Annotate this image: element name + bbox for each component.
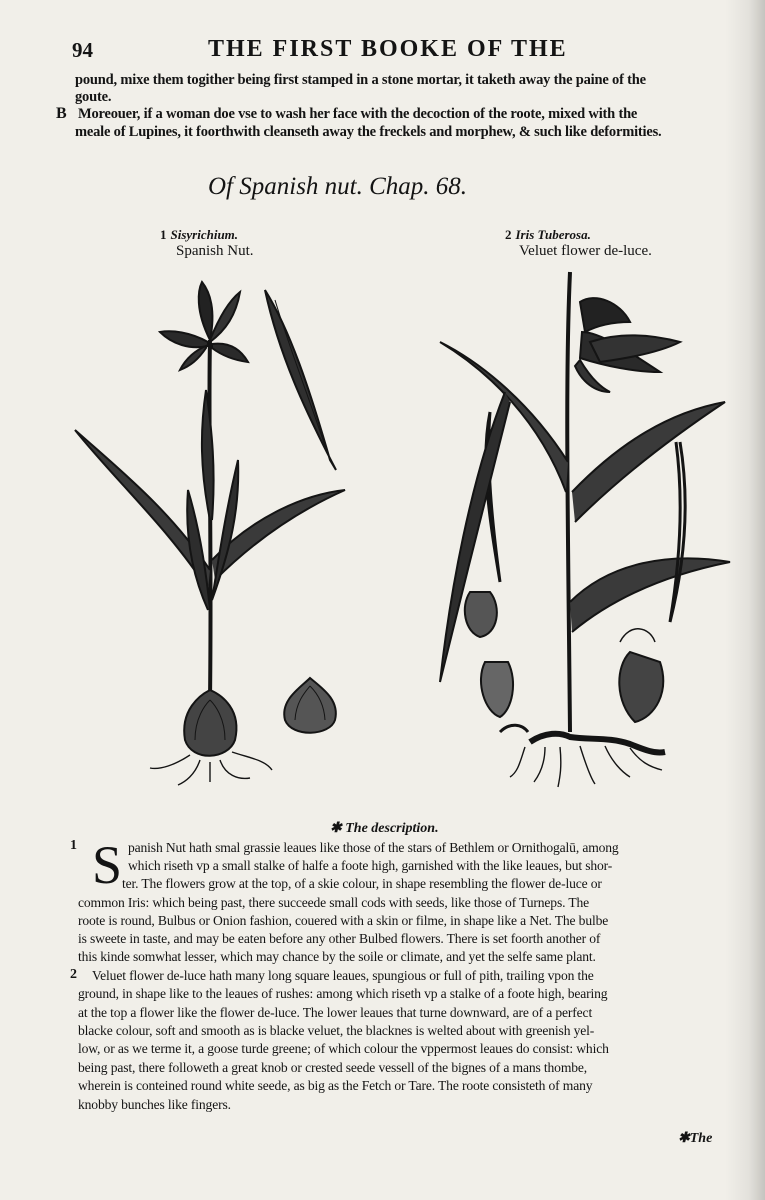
page-number: 94 — [72, 38, 93, 62]
text-line: roote is round, Bulbus or Onion fashion, couered with a skin or filme, in shape like a Net. The bulbe — [78, 913, 609, 928]
text-line: at the top a flower like the flower de-luce. The lower leaues that turne downward, are of a perfect — [78, 1005, 593, 1020]
asterism-icon: ✱ — [678, 1131, 690, 1146]
paragraph-number: 1 — [70, 838, 77, 853]
text-line: meale of Lupines, it foorthwith cleanseth away the freckels and morphew, & such like deformities. — [75, 124, 662, 140]
figure-latin-name: Sisyrichium. — [170, 227, 239, 242]
figure-number: 2 — [505, 227, 512, 242]
figure-latin-name: Iris Tuberosa. — [515, 227, 591, 242]
text-line: low, or as we terme it, a goose turde greene; of which colour the vppermost leaues do consist: which — [78, 1041, 609, 1056]
text-line: pound, mixe them togither being first stamped in a stone mortar, it taketh away the paine of the — [75, 72, 646, 88]
text-line: ground, in shape like to the leaues of rushes: among which riseth vp a stalke of a foote high, bearing — [78, 986, 608, 1001]
catchword: ✱The — [678, 1131, 713, 1146]
chapter-heading: Of Spanish nut. Chap. 68. — [208, 173, 468, 200]
asterism-icon: ✱ — [330, 821, 346, 836]
paragraph-number: 2 — [70, 967, 77, 982]
woodcut-veluet-flower-de-luce — [430, 262, 740, 792]
running-title: THE FIRST BOOKE OF THE — [208, 36, 568, 62]
figure-1-caption — [160, 226, 238, 244]
text-line: blacke colour, soft and smooth as is blacke veluet, the blacknes is welted about with greenish yel- — [78, 1023, 595, 1038]
figure-2-english-name: Veluet flower de-luce. — [519, 243, 652, 259]
text-line: Moreouer, if a woman doe vse to wash her face with the decoction of the roote, mixed with the — [78, 106, 638, 122]
text-line: panish Nut hath smal grassie leaues like those of the stars of Bethlem or Ornithogalū, among — [128, 840, 619, 855]
text-line: common Iris: which being past, there succeede small cods with seeds, like those of Turneps. The — [78, 895, 590, 910]
text-line: being past, there followeth a great knob or crested seede vessell of the bignes of a mans thombe, — [78, 1060, 588, 1075]
text-line: which riseth vp a small stalke of halfe a foote high, garnished with the like leaues, but shor- — [128, 858, 613, 873]
figure-2-caption — [505, 226, 591, 244]
figure-number: 1 — [160, 227, 167, 242]
text-line: knobby bunches like fingers. — [78, 1097, 231, 1112]
text-line: Veluet flower de-luce hath many long square leaues, spungious or full of pith, trailing vpon the — [92, 968, 594, 983]
description-title: ✱ The description. — [330, 821, 439, 836]
margin-marker: B — [56, 105, 67, 122]
text-line: this kinde somwhat lesser, which may chance by the soile or climate, and yet the selfe same plant. — [78, 949, 596, 964]
drop-cap: S — [92, 835, 123, 895]
woodcut-spanish-nut — [60, 270, 360, 790]
figure-1-english-name: Spanish Nut. — [176, 243, 254, 259]
text-line: is sweete in taste, and may be eaten before any other Bulbed flowers. There is set foorth another of — [78, 931, 601, 946]
text-line: wherein is conteined round white seede, as big as the Fetch or Tare. The roote consisteth of many — [78, 1078, 593, 1093]
text-line: goute. — [75, 89, 112, 105]
text-line: ter. The flowers grow at the top, of a skie colour, in shape resembling the flower de-luce or — [122, 876, 602, 891]
